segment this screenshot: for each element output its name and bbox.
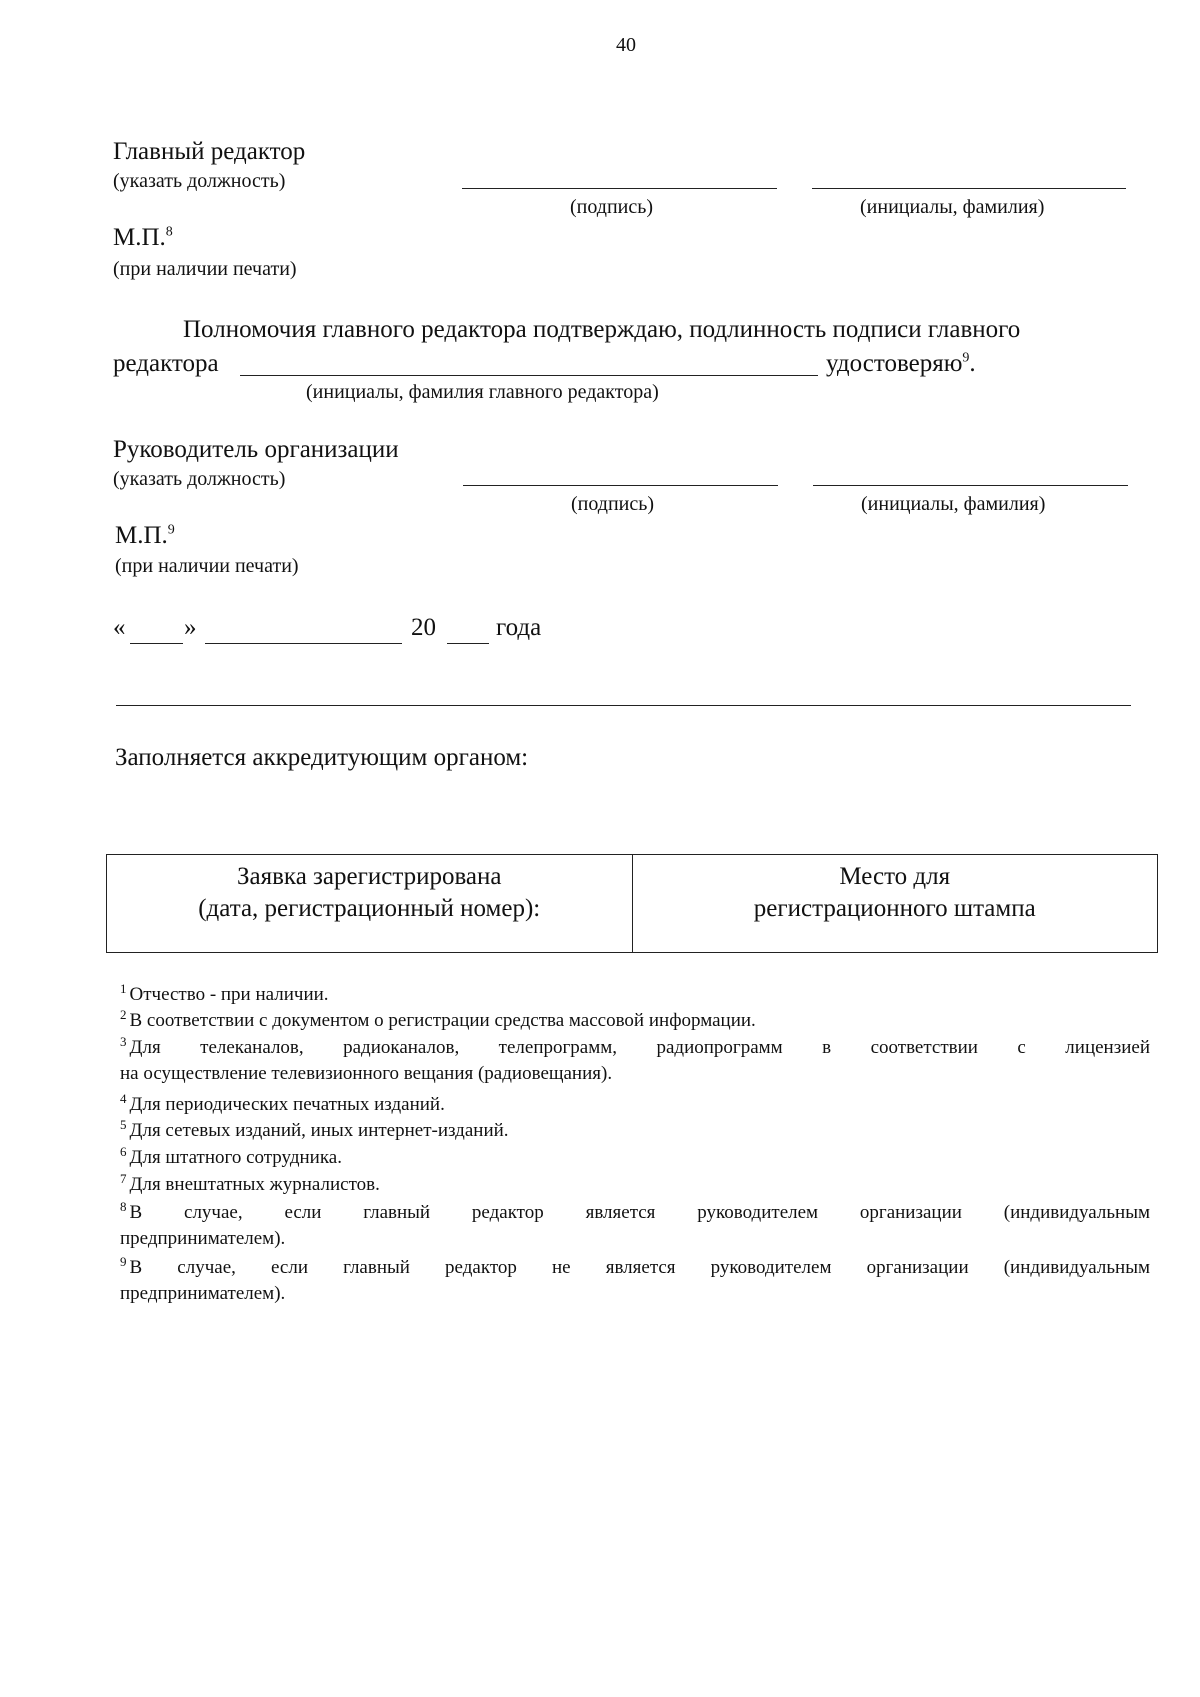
footnote-9: $^9$ В случае, если главный редактор не является руководителем организации (индивидуальным предпринимателем). [120, 1253, 1150, 1304]
stamp-place-cell[interactable] [632, 855, 1158, 953]
registration-table [106, 854, 1158, 953]
head-position-hint: (указать должность) [113, 468, 286, 490]
footnote-ref: 9 [962, 350, 970, 366]
date-year-line[interactable] [447, 643, 489, 644]
date-open-quote: « [113, 614, 126, 641]
stamp-place-line2: регистрационного штампа [753, 895, 1036, 922]
registration-label-line1: Заявка зарегистрирована [237, 863, 502, 890]
head-name-line[interactable] [813, 485, 1128, 486]
footnote-1: $^1$ Отчество - при наличии. [120, 980, 329, 1005]
date-close-quote: » [184, 614, 197, 641]
footnote-6: $^6$ Для штатного сотрудника. [120, 1143, 342, 1168]
editor-signature-line[interactable] [462, 188, 777, 189]
stamp-place-line1: Место для [839, 863, 951, 890]
editor-stamp-hint: (при наличии печати) [113, 258, 297, 280]
date-suffix: года [496, 614, 542, 641]
head-signature-line[interactable] [463, 485, 778, 486]
confirmation-line2-start: редактора [113, 350, 219, 377]
registration-label-line2: (дата, регистрационный номер): [198, 895, 541, 922]
footnote-7: $^7$ Для внештатных журналистов. [120, 1170, 380, 1195]
editor-stamp: М.П.$^8$ [113, 224, 173, 251]
editor-initials-line[interactable] [240, 375, 818, 376]
head-stamp: М.П.$^9$ [115, 522, 175, 549]
head-signature-hint: (подпись) [571, 493, 655, 515]
footnote-ref: 8 [165, 224, 173, 240]
editor-name-hint: (инициалы, фамилия) [860, 196, 1045, 218]
confirmation-line1: Полномочия главного редактора подтверждаю, подлинность подписи главного [183, 316, 1021, 343]
head-stamp-hint: (при наличии печати) [115, 555, 299, 577]
footnote-ref: 9 [167, 522, 175, 538]
date-month-line[interactable] [205, 643, 402, 644]
confirmation-hint: (инициалы, фамилия главного редактора) [306, 381, 659, 403]
date-century: 20 [411, 614, 436, 641]
confirmation-line2-end: удостоверяю$^9$. [826, 350, 976, 377]
page-number: 40 [616, 34, 636, 56]
footnote-5: $^5$ Для сетевых изданий, иных интернет-изданий. [120, 1116, 509, 1141]
registration-cell[interactable] [107, 855, 633, 953]
head-name-hint: (инициалы, фамилия) [861, 493, 1046, 515]
head-title: Руководитель организации [113, 436, 399, 463]
footnote-2: $^2$ В соответствии с документом о регистрации средства массовой информации. [120, 1006, 756, 1031]
footnote-8: $^8$ В случае, если главный редактор является руководителем организации (индивидуальным предпринимателем). [120, 1198, 1150, 1249]
editor-position-hint: (указать должность) [113, 170, 286, 192]
editor-title: Главный редактор [113, 138, 306, 165]
editor-signature-hint: (подпись) [570, 196, 654, 218]
filled-by-label: Заполняется аккредитующим органом: [115, 744, 529, 771]
footnote-4: $^4$ Для периодических печатных изданий. [120, 1090, 445, 1115]
separator-line [116, 705, 1131, 706]
editor-name-line[interactable] [812, 188, 1126, 189]
date-day-line[interactable] [130, 643, 183, 644]
footnote-3: $^3$ Для телеканалов, радиоканалов, телепрограмм, радиопрограмм в соответствии с лицензией на осуществление телевизионного вещания (радиовещания). [120, 1033, 1150, 1084]
